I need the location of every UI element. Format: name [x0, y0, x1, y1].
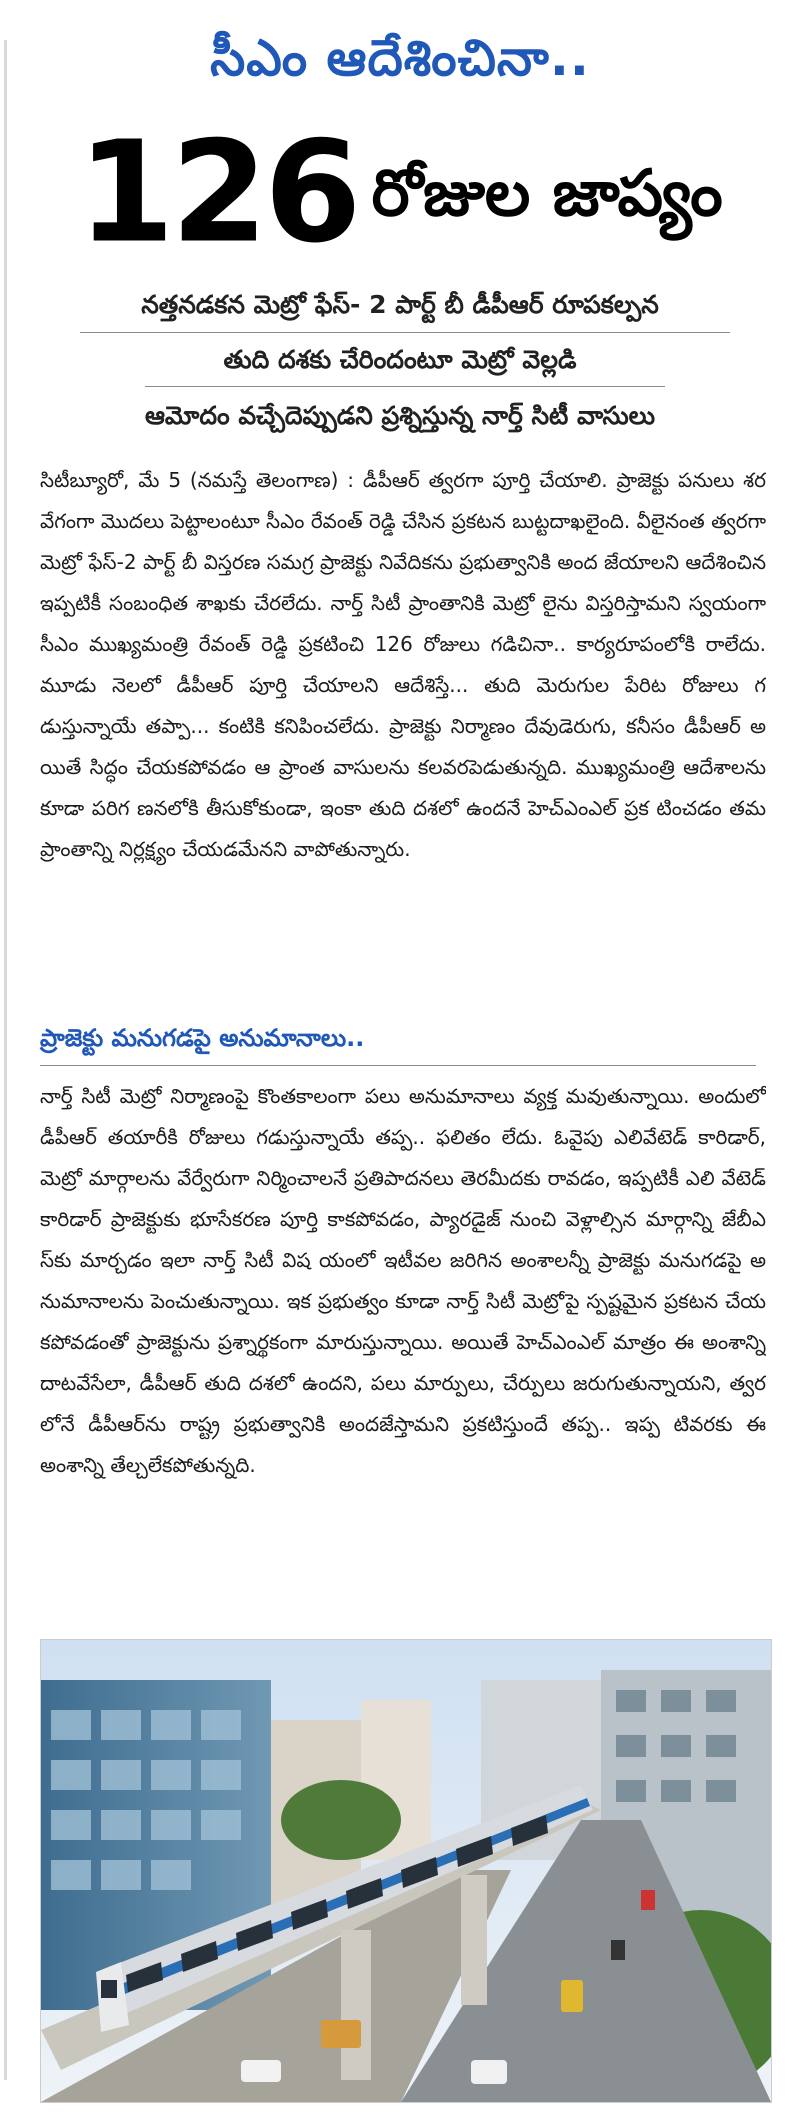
- deck-line-3: ఆమోదం వచ్చేదెప్పుడని ప్రశ్నిస్తున్న నార్త్‌ సిటీ వాసులు: [144, 401, 656, 430]
- deck-line-1: నత్తనడకన మెట్రో ఫేస్‌- 2 పార్ట్‌ బీ డీపీఆర్‌ రూపకల్పన: [141, 290, 659, 319]
- article-paragraph-2: నార్త్‌ సిటీ మెట్రో నిర్మాణంపై కొంతకాలంగా పలు అనుమానాలు వ్యక్త మవుతున్నాయి. అందులో డీపీఆర్‌ తయారీకి రోజులు గడుస్తున్నాయే తప్ప.. ఫలితం లేదు. ఓవైపు ఎలివేటెడ్‌ కారిడార్‌, మెట్రో మార్గాలను వేర్వేరుగా నిర్మించాలనే ప్రతిపాదనలు తెరమీదకు రావడం, ఇప్పటికీ ఎలి వేటెడ్‌ కారిడార్‌ ప్రాజెక్టుకు భూసేకరణ పూర్తి కాకపోవడం, ప్యారడైజ్‌ నుంచి వెళ్లాల్సిన మార్గాన్ని జేబీఎస్‌కు మార్చడం ఇలా నార్త్‌ సిటీ విష యంలో ఇటీవల జరిగిన అంశాలన్నీ ప్రాజెక్టు మనుగడపై అనుమానాలను పెంచుతున్నాయి. ఇక ప్రభుత్వం కూడా నార్త్‌ సిటీ మెట్రోపై స్పష్టమైన ప్రకటన చేయకపోవడంతో ప్రాజెక్టును ప్రశ్నార్థకంగా మారుస్తున్నాయి. అయితే హెచ్‌ఎంఎల్‌ మాత్రం ఈ అంశాన్ని దాటవేసేలా, డీపీఆర్‌ తుది దశలో ఉందని, పలు మార్పులు, చేర్పులు జరుగుతున్నాయని, త్వరలోనే డీపీఆర్‌ను రాష్ట్ర ప్రభుత్వానికి అందజేస్తామని ప్రకటిస్తుందే తప్ప.. ఇప్ప టివరకు ఈ అంశాన్ని తేల్చలేకపోతున్నది.: [40, 1084, 766, 1477]
- deck-line-2: తుది దశకు చేరిందంటూ మెట్రో వెల్లడి: [223, 345, 577, 374]
- article-headline: [20, 111, 780, 275]
- deck-divider-1: [80, 332, 730, 333]
- headline-number: 126: [77, 111, 358, 275]
- page-edge: [4, 40, 7, 2080]
- deck-divider-2: [145, 386, 665, 387]
- article-paragraph-1: సిటీబ్యూరో, మే 5 (నమస్తే తెలంగాణ) : డీపీఆర్‌ త్వరగా పూర్తి చేయాలి. ప్రాజెక్టు పనులు శరవేగంగా మొదలు పెట్టాలంటూ సీఎం రేవంత్‌ రెడ్డి చేసిన ప్రకటన బుట్టదాఖలైంది. వీలైనంత త్వరగా మెట్రో ఫేస్‌-2 పార్ట్‌ బీ విస్తరణ సమగ్ర ప్రాజెక్టు నివేదికను ప్రభుత్వానికి అంద జేయాలని ఆదేశించిన ఇప్పటికీ సంబంధిత శాఖకు చేరలేదు. నార్త్‌ సిటీ ప్రాంతానికి మెట్రో లైను విస్తరిస్తామని స్వయంగా సీఎం ముఖ్యమంత్రి రేవంత్‌ రెడ్డి ప్రకటించి 126 రోజులు గడిచినా.. కార్యరూపంలోకి రాలేదు. మూడు నెలలో డీపీఆర్‌ పూర్తి చేయాలని ఆదేశిస్తే... తుది మెరుగుల పేరిట రోజులు గడుస్తున్నాయే తప్పా... కంటికి కనిపించలేదు. ప్రాజెక్టు నిర్మాణం దేవుడెరుగు, కనీసం డీపీఆర్‌ అయితే సిద్ధం చేయకపోవడం ఆ ప్రాంత వాసులను కలవరపెడుతున్నది. ముఖ్యమంత్రి ఆదేశాలను కూడా పరిగ ణనలోకి తీసుకోకుండా, ఇంకా తుది దశలో ఉందనే హెచ్‌ఎంఎల్‌ ప్రక టించడం తమ ప్రాంతాన్ని నిర్లక్ష్యం చేయడమేనని వాపోతున్నారు.: [40, 468, 766, 861]
- section-subhead: ప్రాజెక్టు మనుగడపై అనుమానాలు..: [40, 1024, 365, 1052]
- metro-train-photo: [40, 1639, 772, 2103]
- headline-word: రోజుల జాప్యం: [371, 156, 723, 231]
- metro-photo-illustration: [41, 1640, 771, 2102]
- subhead-divider: [40, 1065, 756, 1066]
- article-kicker: సీఎం ఆదేశించినా..: [210, 29, 590, 87]
